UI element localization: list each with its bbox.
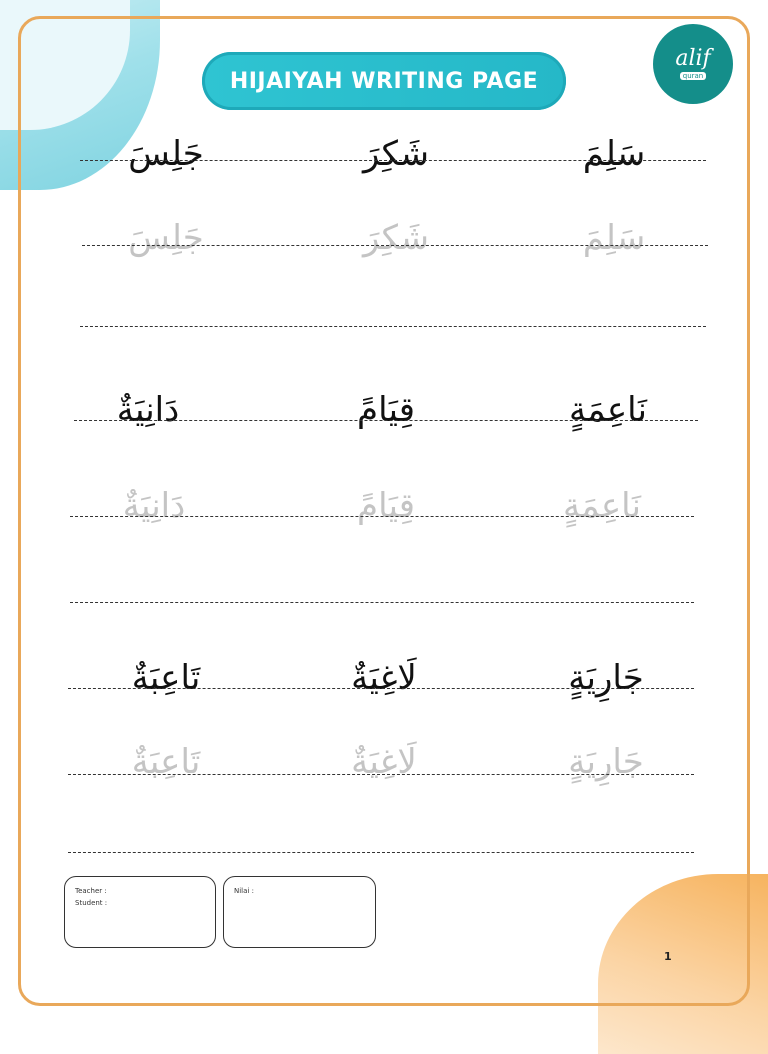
word-trace: شَكِرَ (362, 218, 430, 258)
student-label: Student : (75, 899, 108, 907)
word-trace: نَاعِمَةٍ (563, 486, 641, 526)
writing-line (74, 420, 698, 421)
page-title: HIJAIYAH WRITING PAGE (229, 68, 539, 94)
logo-text: alif (675, 46, 711, 71)
word-model: دَانِيَةٌ (116, 390, 180, 430)
word-model: جَارِيَةٍ (568, 658, 644, 698)
nilai-box[interactable] (223, 876, 376, 948)
writing-line (80, 160, 706, 161)
writing-line (68, 688, 694, 689)
word-model: سَلِمَ (582, 134, 646, 174)
teacher-label: Teacher : (75, 887, 107, 895)
writing-line (68, 774, 694, 775)
writing-line (70, 516, 694, 517)
word-trace: جَارِيَةٍ (568, 742, 644, 782)
word-trace: جَلِسَ (128, 218, 204, 258)
writing-line (80, 326, 706, 327)
word-model: جَلِسَ (128, 134, 204, 174)
nilai-label: Nilai : (234, 887, 254, 895)
word-trace: دَانِيَةٌ (122, 486, 186, 526)
word-trace: تَاعِبَةٌ (131, 742, 201, 782)
writing-line (82, 245, 708, 246)
word-trace: قِيَامً (357, 486, 415, 526)
page-number: 1 (664, 950, 672, 963)
alif-logo (653, 24, 733, 104)
word-model: تَاعِبَةٌ (131, 658, 201, 698)
title-banner (202, 52, 566, 110)
teacher-student-box[interactable] (64, 876, 216, 948)
word-model: نَاعِمَةٍ (569, 390, 647, 430)
word-trace: سَلِمَ (582, 218, 646, 258)
word-model: شَكِرَ (362, 134, 430, 174)
word-trace: لَاغِيَةٌ (351, 742, 417, 782)
word-model: لَاغِيَةٌ (351, 658, 417, 698)
logo-subtext: quran (680, 72, 706, 80)
writing-line (70, 602, 694, 603)
writing-line (68, 852, 694, 853)
word-model: قِيَامً (357, 390, 415, 430)
